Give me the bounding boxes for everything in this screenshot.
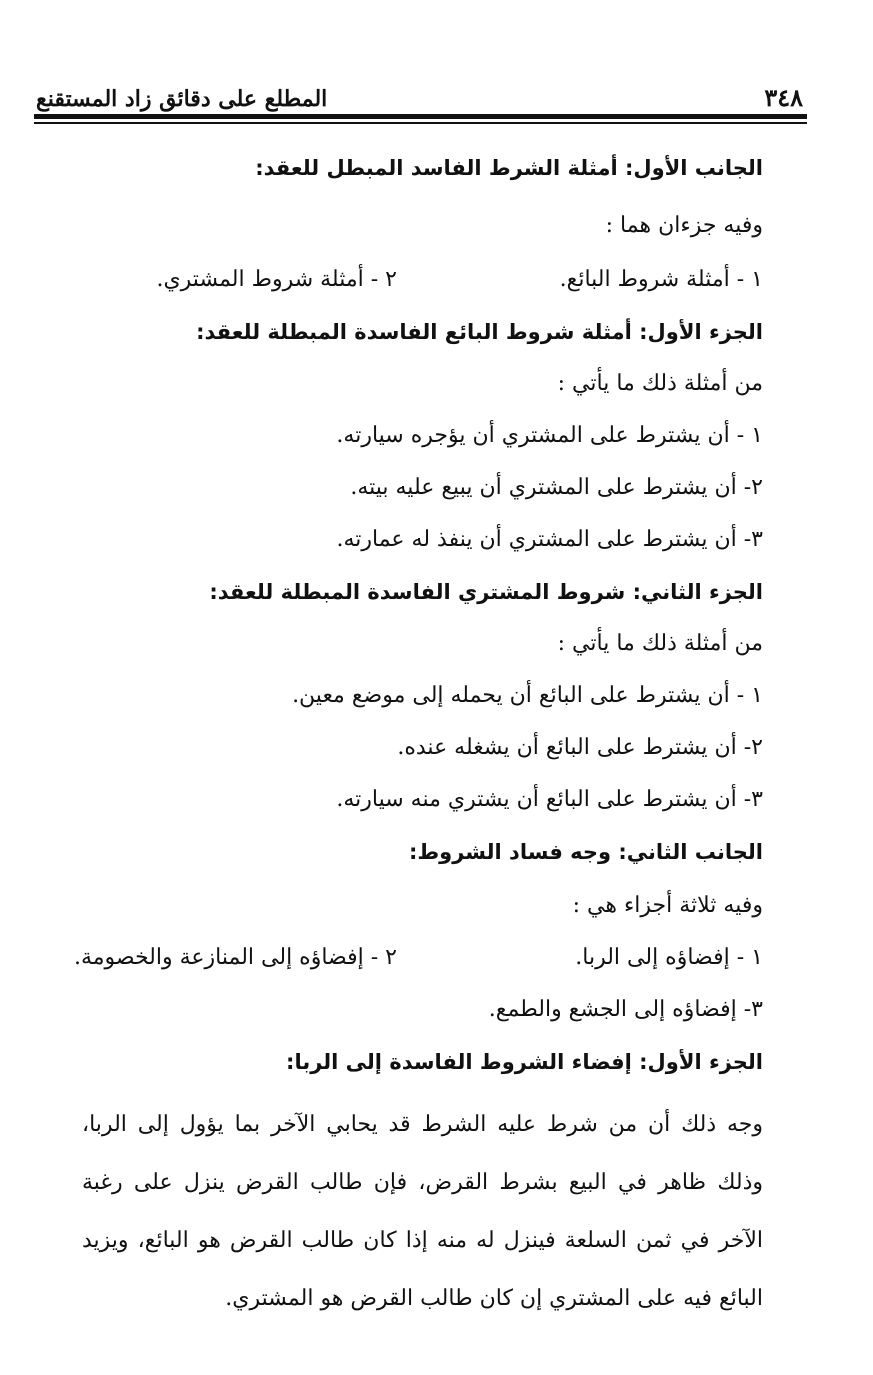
page-header: [36, 78, 803, 112]
list-item-dispute: ٢ - إفضاؤه إلى المنازعة والخصومة.: [73, 945, 397, 970]
header-rule-thin: [34, 122, 807, 124]
heading-part-one-usury: الجزء الأول: إفضاء الشروط الفاسدة إلى الربا:: [286, 1050, 763, 1074]
list-item-greed: ٣- إفضاؤه إلى الجشع والطمع.: [488, 997, 763, 1022]
example-item: ٣- أن يشترط على البائع أن يشتري منه سيارته.: [336, 787, 763, 812]
running-title: المطلع على دقائق زاد المستقنع: [36, 86, 328, 112]
heading-part-one: الجزء الأول: أمثلة شروط البائع الفاسدة المبطلة للعقد:: [196, 320, 763, 344]
list-item-seller-conditions: ١ - أمثلة شروط البائع.: [559, 267, 763, 292]
heading-side-two: الجانب الثاني: وجه فساد الشروط:: [408, 840, 763, 864]
header-rule-thick: [34, 114, 807, 119]
intro-line: وفيه جزءان هما :: [605, 213, 763, 238]
list-item-buyer-conditions: ٢ - أمثلة شروط المشتري.: [156, 267, 397, 292]
heading-side-one: الجانب الأول: أمثلة الشرط الفاسد المبطل للعقد:: [255, 156, 763, 180]
intro-line: وفيه ثلاثة أجزاء هي :: [572, 893, 763, 918]
page-number: ٣٤٨: [764, 83, 803, 112]
example-item: ٢- أن يشترط على المشتري أن يبيع عليه بيته.: [350, 475, 763, 500]
body-paragraph: وجه ذلك أن من شرط عليه الشرط قد يحابي الآخر بما يؤول إلى الربا، وذلك ظاهر في البيع بشرط القرض، فإن طالب القرض ينزل على رغبة الآخر في ثمن السلعة فينزل له منه إذا كان طالب القرض هو البائع، ويزيد البائع فيه على المشتري إن كان طالب القرض هو المشتري.: [82, 1112, 763, 1311]
list-item-usury: ١ - إفضاؤه إلى الربا.: [575, 945, 763, 970]
example-item: ٢- أن يشترط على البائع أن يشغله عنده.: [397, 735, 763, 760]
example-item: ١ - أن يشترط على البائع أن يحمله إلى موضع معين.: [292, 683, 763, 708]
example-item: ٣- أن يشترط على المشتري أن ينفذ له عمارته.: [336, 527, 763, 552]
examples-intro: من أمثلة ذلك ما يأتي :: [557, 371, 763, 396]
examples-intro: من أمثلة ذلك ما يأتي :: [557, 631, 763, 656]
example-item: ١ - أن يشترط على المشتري أن يؤجره سيارته.: [336, 423, 763, 448]
heading-part-two: الجزء الثاني: شروط المشتري الفاسدة المبطلة للعقد:: [209, 580, 763, 604]
